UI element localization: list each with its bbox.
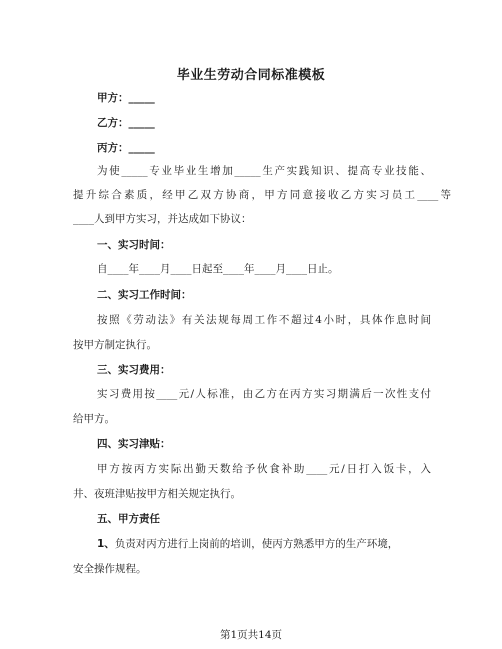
party-b-line: 乙方：_____: [97, 117, 155, 129]
section-3-heading: 三、实习费用：: [97, 364, 171, 376]
section-4-text-line-2: 井、夜班津贴按甲方相关规定执行。: [73, 488, 241, 500]
section-1-text: 自____年____月____日起至____年____月____日止。: [97, 263, 339, 275]
intro-paragraph-line-2: 提升综合素质，经甲乙双方协商，甲方同意接收乙方实习员工____等: [73, 189, 451, 201]
page-indicator: 第1页共14页: [219, 629, 283, 641]
intro-paragraph-line-1: 为使_____专业毕业生增加_____生产实践知识、提高专业技能、: [97, 165, 431, 177]
section-3-text-line-1: 实习费用按____元/人标准，由乙方在丙方实习期满后一次性支付: [97, 388, 431, 400]
section-3-text-line-2: 给甲方。: [73, 413, 115, 425]
document-title: 毕业生劳动合同标准模板: [176, 68, 326, 83]
section-5-heading: 五、甲方责任: [97, 513, 160, 525]
section-4-text-line-1: 甲方按丙方实际出勤天数给予伙食补助____元/日打入饭卡，入: [97, 463, 431, 475]
section-2-text-line-1: 按照《劳动法》有关法规每周工作不超过4小时，具体作息时间: [97, 314, 431, 326]
section-5-item-1-line-1: [97, 537, 431, 551]
section-4-heading: 四、实习津贴：: [97, 438, 171, 450]
intro-paragraph-line-3: ____人到甲方实习，并达成如下协议：: [73, 213, 252, 225]
section-5-item-1-line-2: 安全操作规程。: [73, 563, 147, 575]
party-a-line: 甲方：_____: [97, 92, 155, 104]
section-5-item-1-text: 负责对丙方进行上岗前的培训，使丙方熟悉甲方的生产环境，: [114, 538, 399, 550]
section-1-heading: 一、实习时间：: [97, 239, 171, 251]
section-5-item-1-number: 1、: [97, 538, 115, 550]
party-c-line: 丙方：_____: [97, 142, 155, 154]
section-2-text-line-2: 按甲方制定执行。: [73, 339, 157, 351]
section-2-heading: 二、实习工作时间：: [97, 289, 192, 301]
